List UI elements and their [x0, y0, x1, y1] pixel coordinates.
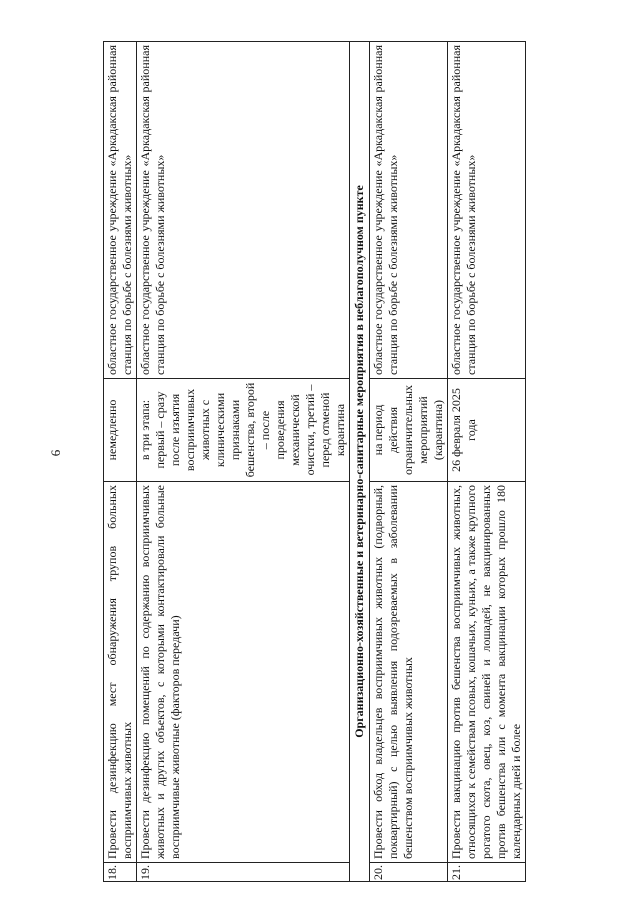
row-responsible: областное государственное учреждение «Аркадакская районная станция по борьбе с болезнями животных»: [137, 42, 350, 379]
row-action: Провести вакцинацию против бешенства восприимчивых животных, относящихся к семействам псовых, кошачьих, куньих, а также крупного рогатого скота, овец, коз, свиней и лошадей, не вакцинированных против бешенства или с момента вакцинации которых прошло 180 календарных дней и более: [448, 482, 526, 863]
row-action: Провести дезинфекцию мест обнаружения трупов больных восприимчивых животных: [104, 482, 137, 863]
page-number: 6: [48, 449, 63, 457]
rotated-table-container: [103, 42, 543, 882]
row-number: 20.: [370, 863, 448, 882]
row-term: в три этапа: первый – сразу после изъятия восприимчивых животных с клиническими признаками бешенства, второй – после проведения механической очистки, третий – перед отменой карантина: [137, 379, 350, 482]
table-row: [370, 42, 448, 882]
row-responsible: областное государственное учреждение «Аркадакская районная станция по борьбе с болезнями животных»: [104, 42, 137, 379]
row-term: 26 февраля 2025 года: [448, 379, 526, 482]
row-action: Провести обход владельцев восприимчивых животных (подворный, поквартирный) с целью выявления подозреваемых в заболевании бешенством восприимчивых животных: [370, 482, 448, 863]
row-action: Провести дезинфекцию помещений по содержанию восприимчивых животных и других объектов, с которыми контактировали больные восприимчивые животные (факторов передачи): [137, 482, 350, 863]
row-term: на период действия ограничительных мероприятий (карантина): [370, 379, 448, 482]
row-term: немедленно: [104, 379, 137, 482]
table-row: [104, 42, 137, 882]
table-row: [448, 42, 526, 882]
row-responsible: областное государственное учреждение «Аркадакская районная станция по борьбе с болезнями животных»: [448, 42, 526, 379]
table-row: [137, 42, 350, 882]
row-number: 19.: [137, 863, 350, 882]
section-title: Организационно-хозяйственные и ветеринарно-санитарные мероприятия в неблагополучном пункте: [350, 42, 370, 882]
row-responsible: областное государственное учреждение «Аркадакская районная станция по борьбе с болезнями животных»: [370, 42, 448, 379]
row-number: 21.: [448, 863, 526, 882]
measures-table: [103, 41, 526, 882]
section-header-row: [350, 42, 370, 882]
row-number: 18.: [104, 863, 137, 882]
